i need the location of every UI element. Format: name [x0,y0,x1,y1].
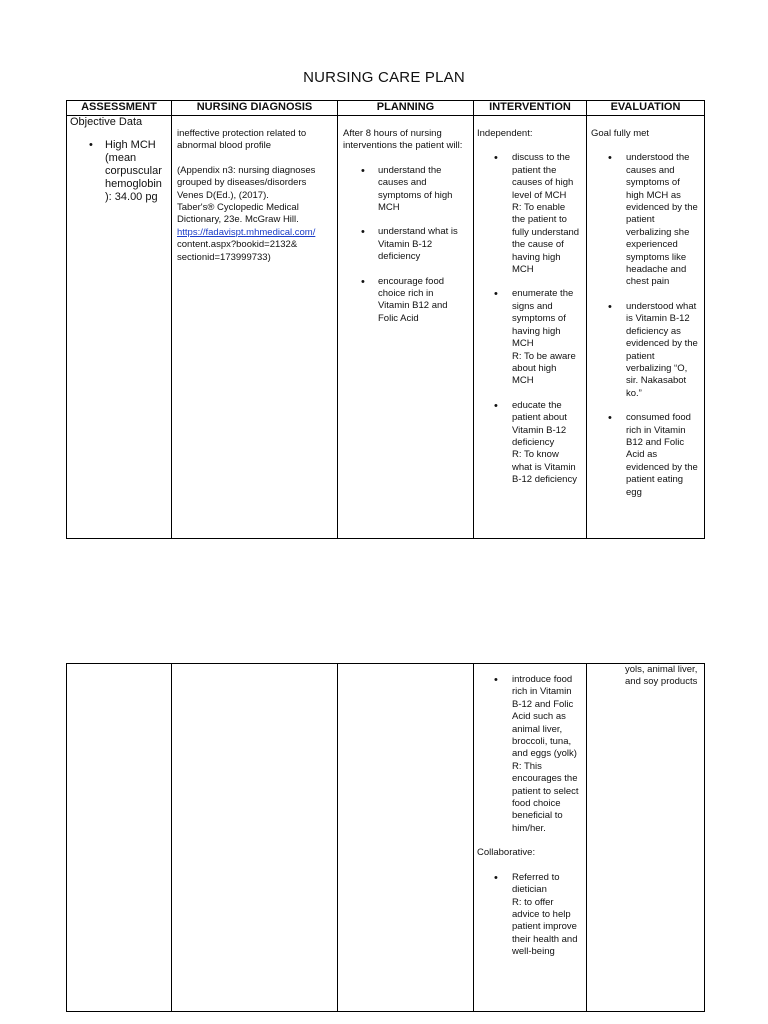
header-assessment: ASSESSMENT [67,101,172,116]
diagnosis-cell [172,116,338,539]
list-item: • discuss to the patient the causes of high level of MCH R: To enable the patient to fully understand the cause of having high MCH [512,152,580,276]
care-plan-table-continued [66,663,705,1012]
evaluation-goal: Goal fully met [591,128,650,139]
intervention-list [477,674,583,835]
diagnosis-statement: ineffective protection related to abnormal blood profile [177,128,307,152]
list-item: • understood what is Vitamin B-12 deficiency as evidenced by the patient verbalizing “O, sir. Nakasabot ko.” [626,301,698,400]
header-planning: PLANNING [338,101,474,116]
list-item: • understand what is Vitamin B-12 deficiency [378,226,464,263]
list-item: • consumed food rich in Vitamin B12 and Folic Acid as evidenced by the patient eating egg [626,412,698,499]
collaborative-label: Collaborative: [477,847,536,859]
list-item: • introduce food rich in Vitamin B-12 and Folic Acid such as animal liver, broccoli, tuna, and eggs (yolk) R: This encourages the patient to select food choice beneficial to him/her. [512,674,580,835]
reference-text: (Appendix n3: nursing diagnoses grouped by diseases/disorders Venes D(Ed.), (2017). Taber's® Cyclopedic Medical Dictionary, 23e. McGraw Hill. [177,164,316,226]
planning-cell-empty [338,664,474,1012]
header-evaluation: EVALUATION [587,101,705,116]
evaluation-continued-text: yols, animal liver, and soy products [625,664,698,688]
intervention-cell [474,116,587,539]
table-row [67,116,705,539]
list-item: • Referred to dietician R: to offer advice to help patient improve their health and well-being [512,872,580,959]
list-item: • encourage food choice rich in Vitamin B12 and Folic Acid [378,276,464,326]
planning-intro: After 8 hours of nursing interventions the patient will: [343,128,463,152]
diagnosis-reference [177,165,333,264]
care-plan-table [66,100,705,539]
reference-link[interactable]: https://fadavispt.mhmedical.com/ [177,226,316,238]
assessment-label: Objective Data [70,116,143,128]
page-title: NURSING CARE PLAN [303,69,465,86]
header-nursing-diagnosis: NURSING DIAGNOSIS [172,101,338,116]
evaluation-list [591,152,701,499]
intervention-list [477,152,583,486]
intervention-cell [474,664,587,1012]
list-item: • educate the patient about Vitamin B-12 deficiency R: To know what is Vitamin B-12 deficiency [512,400,580,487]
diagnosis-cell-empty [172,664,338,1012]
header-row [67,101,705,116]
list-item: • enumerate the signs and symptoms of having high MCH R: To be aware about high MCH [512,288,580,387]
collaborative-list [477,872,583,959]
reference-text-tail: content.aspx?bookid=2132& sectionid=173999733) [177,239,298,263]
list-item: • understand the causes and symptoms of high MCH [378,165,464,215]
planning-cell [338,116,474,539]
planning-list [343,165,469,325]
assessment-cell [67,116,172,539]
assessment-cell-empty [67,664,172,1012]
evaluation-cell [587,664,705,1012]
header-intervention: INTERVENTION [474,101,587,116]
list-item: • understood the causes and symptoms of high MCH as evidenced by the patient verbalizing she experienced symptoms like headache and chest pain [626,152,698,288]
table-row [67,664,705,1012]
list-item: • High MCH (mean corpuscular hemoglobin ): 34.00 pg [105,139,167,204]
assessment-list [70,139,168,204]
independent-label: Independent: [477,128,533,139]
evaluation-cell [587,116,705,539]
